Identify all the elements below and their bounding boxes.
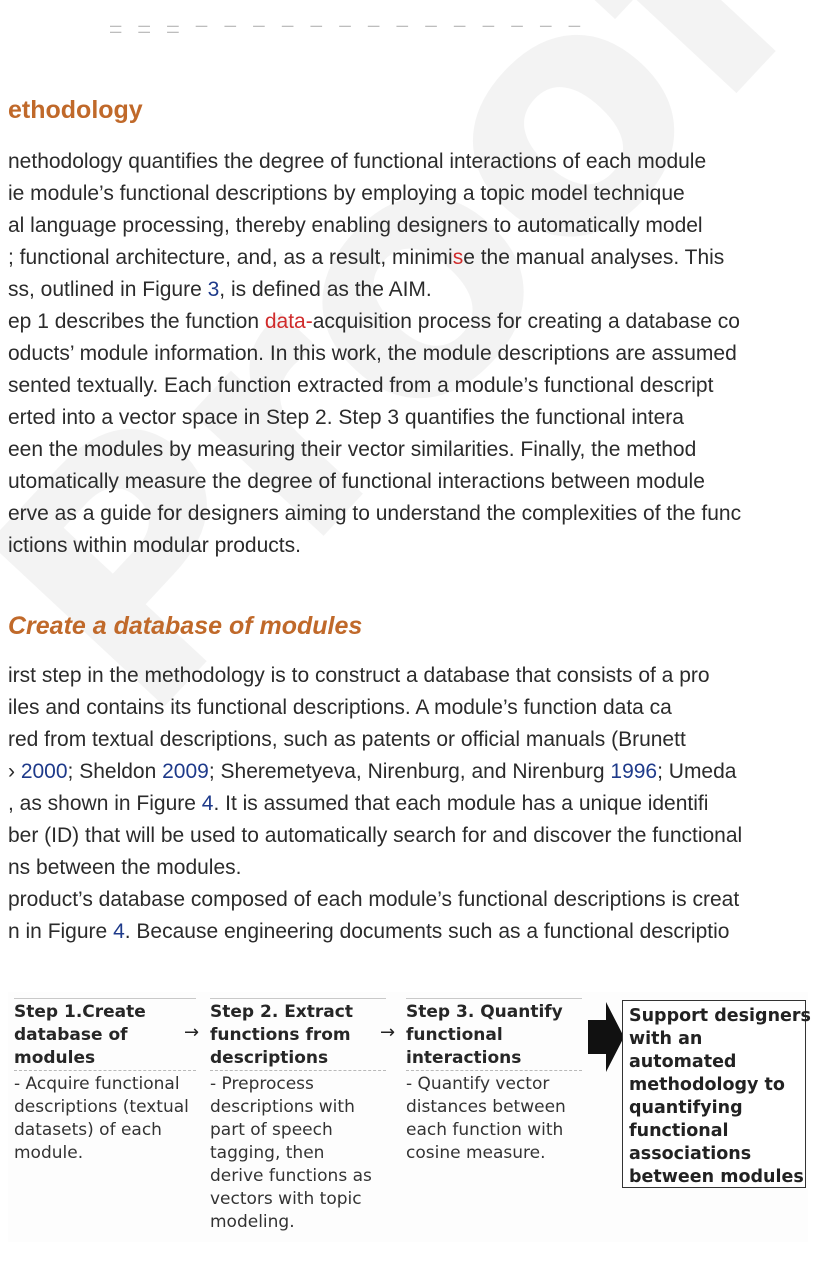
step-title-line: functions from xyxy=(210,1025,351,1045)
text-line xyxy=(8,210,820,242)
text-segment: product’s database composed of each module’s functional descriptions is creat xyxy=(8,888,740,911)
arrow-right-icon: → xyxy=(380,1022,396,1043)
step-description-line: distances between xyxy=(406,1097,566,1117)
step-description-line: module. xyxy=(14,1143,84,1163)
text-line xyxy=(8,660,820,692)
text-segment: ; Sheldon xyxy=(67,760,163,783)
text-segment: ns between the modules. xyxy=(8,856,242,879)
text-line xyxy=(8,274,820,306)
step-title xyxy=(210,998,386,1071)
support-line: automated xyxy=(629,1052,737,1072)
text-segment: erted into a vector space in Step 2. Step 3 quantifies the functional intera xyxy=(8,406,684,429)
text-line xyxy=(8,692,820,724)
step-description xyxy=(14,1073,196,1165)
text-line xyxy=(8,724,820,756)
text-segment: ; Sheremetyeva, Nirenburg, and Nirenburg xyxy=(208,760,611,783)
text-line xyxy=(8,820,820,852)
text-segment: utomatically measure the degree of functional interactions between module xyxy=(8,470,705,493)
step-description-line: part of speech xyxy=(210,1120,333,1140)
text-segment: acquisition process for creating a database co xyxy=(312,310,740,333)
text-line xyxy=(8,466,820,498)
text-segment: iles and contains its functional descriptions. A module’s function data ca xyxy=(8,696,672,719)
text-line xyxy=(8,916,820,948)
text-segment: irst step in the methodology is to construct a database that consists of a pro xyxy=(8,664,710,687)
text-line xyxy=(8,884,820,916)
text-line xyxy=(8,178,820,210)
figure-step-2 xyxy=(210,998,386,1234)
text-line xyxy=(8,498,820,530)
text-line xyxy=(8,852,820,884)
text-line xyxy=(8,530,820,562)
support-line: with an xyxy=(629,1029,703,1049)
text-segment: ie module’s functional descriptions by employing a topic model technique xyxy=(8,182,685,205)
support-line: methodology to xyxy=(629,1075,785,1095)
citation-link[interactable]: 1996 xyxy=(610,760,658,783)
step-title-line: database of xyxy=(14,1025,128,1045)
text-segment: erve as a guide for designers aiming to understand the complexities of the func xyxy=(8,502,742,525)
section-heading-methodology: ethodology xyxy=(8,96,143,124)
text-line xyxy=(8,306,820,338)
step-description-line: - Acquire functional xyxy=(14,1074,180,1094)
step-title-line: interactions xyxy=(406,1048,522,1068)
text-line xyxy=(8,402,820,434)
text-segment: ; Umeda xyxy=(657,760,737,783)
step-description-line: - Quantify vector xyxy=(406,1074,550,1094)
step-title-line: Step 2. Extract xyxy=(210,1002,353,1022)
support-line: Support designers xyxy=(629,1006,811,1026)
step-description-line: derive functions as xyxy=(210,1166,372,1186)
methodology-figure xyxy=(8,992,811,1242)
step-description-line: cosine measure. xyxy=(406,1143,546,1163)
text-segment: een the modules by measuring their vector similarities. Finally, the method xyxy=(8,438,697,461)
step-title-line: functional xyxy=(406,1025,503,1045)
citation-link[interactable]: 2000 xyxy=(20,760,68,783)
text-segment: . It is assumed that each module has a unique identifi xyxy=(213,792,709,815)
text-segment: ss, outlined in Figure xyxy=(8,278,208,301)
text-line xyxy=(8,242,820,274)
citation-link[interactable]: 4 xyxy=(113,920,125,943)
text-segment: ep 1 describes the function xyxy=(8,310,265,333)
arrow-right-icon: → xyxy=(184,1022,200,1043)
step-title xyxy=(406,998,582,1071)
text-segment: sented textually. Each function extracted from a module’s functional descript xyxy=(8,374,714,397)
step-description-line: each function with xyxy=(406,1120,564,1140)
step-title-line: Step 3. Quantify xyxy=(406,1002,563,1022)
step-description-line: modeling. xyxy=(210,1212,295,1232)
support-designers-text xyxy=(629,1005,811,1189)
support-line: quantifying xyxy=(629,1098,743,1118)
step-title-line: Step 1.Create xyxy=(14,1002,146,1022)
step-description-line: datasets) of each xyxy=(14,1120,162,1140)
text-segment: › xyxy=(8,760,21,783)
step-description-line: vectors with topic xyxy=(210,1189,362,1209)
step-description-line: - Preprocess xyxy=(210,1074,314,1094)
text-line xyxy=(8,434,820,466)
step-description-line: descriptions (textual xyxy=(14,1097,189,1117)
step-title xyxy=(14,998,196,1071)
text-segment: oducts’ module information. In this work, the module descriptions are assumed xyxy=(8,342,737,365)
support-line: between modules xyxy=(629,1167,804,1187)
text-line xyxy=(8,146,820,178)
big-arrow-right-icon xyxy=(588,1002,624,1072)
text-segment: al language processing, thereby enabling designers to automatically model xyxy=(8,214,703,237)
citation-link[interactable]: 4 xyxy=(201,792,214,815)
text-segment: ; functional architecture, and, as a result, minimi xyxy=(8,246,453,269)
text-segment: e the manual analyses. This xyxy=(463,246,725,269)
text-segment: , is defined as the AIM. xyxy=(219,278,432,301)
text-segment: . Because engineering documents such as a functional descriptio xyxy=(124,920,730,943)
step-title-line: modules xyxy=(14,1048,96,1068)
step-description xyxy=(406,1073,582,1165)
text-line xyxy=(8,788,820,820)
text-segment: n in Figure xyxy=(8,920,114,943)
subsection-heading-create-database: Create a database of modules xyxy=(8,612,363,640)
support-line: associations xyxy=(629,1144,752,1164)
create-database-paragraph xyxy=(8,660,820,948)
step-description xyxy=(210,1073,386,1234)
text-segment: nethodology quantifies the degree of functional interactions of each module xyxy=(8,150,707,173)
text-segment: , as shown in Figure xyxy=(8,792,202,815)
text-segment: red from textual descriptions, such as patents or official manuals (Brunett xyxy=(8,728,686,751)
text-line xyxy=(8,370,820,402)
figure-step-1 xyxy=(14,998,196,1165)
step-title-line: descriptions xyxy=(210,1048,329,1068)
support-designers-box xyxy=(622,1000,811,1188)
text-segment: ber (ID) that will be used to automatically search for and discover the functional xyxy=(8,824,743,847)
highlighted-text: data- xyxy=(264,310,313,333)
text-line xyxy=(8,338,820,370)
highlighted-text: s xyxy=(452,246,464,269)
text-segment: ictions within modular products. xyxy=(8,534,301,557)
citation-link[interactable]: 2009 xyxy=(162,760,209,783)
step-description-line: tagging, then xyxy=(210,1143,325,1163)
figure-step-3 xyxy=(406,998,582,1165)
citation-link[interactable]: 3 xyxy=(207,278,220,301)
support-line: functional xyxy=(629,1121,729,1141)
methodology-paragraph xyxy=(8,146,820,562)
cropped-top-line: _ _ _ _ _ _ _ _ _ _ _ _ _ _ _ _ _ _ _ _ xyxy=(110,14,586,34)
step-description-line: descriptions with xyxy=(210,1097,355,1117)
text-line xyxy=(8,756,820,788)
